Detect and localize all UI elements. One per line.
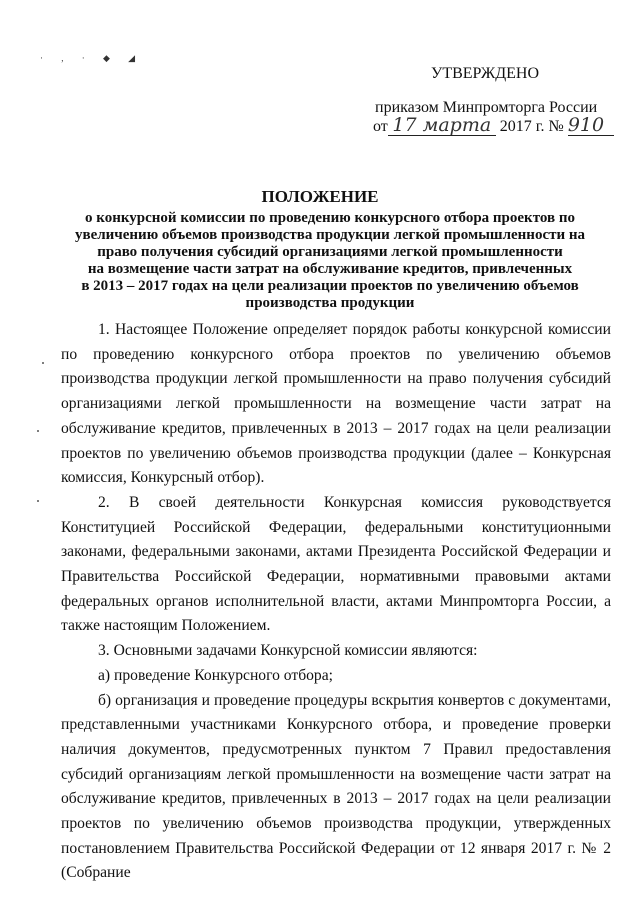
approved-heading: УТВЕРЖДЕНО bbox=[431, 65, 540, 82]
date-prefix: от bbox=[373, 118, 388, 135]
year-text: 2017 г. № bbox=[499, 118, 564, 135]
scan-marks: · , · ◆ ◢ bbox=[40, 53, 144, 63]
paragraph-3a: а) проведение Конкурсного отбора; bbox=[98, 666, 333, 684]
subtitle-line: производства продукции bbox=[245, 295, 415, 311]
paragraph-1: 1. Настоящее Положение определяет порядок работы конкурсной комиссии по проведению конкурсного отбора проектов по увеличению объемов производства продукции легкой промышленности на право получения субсидий организациями легкой промышленности на возмещение части затрат на обслуживание кредитов, привлеченных в 2013 – 2017 годах на цели реализации проектов по увеличению объемов производства продукции (далее – Конкурсная комиссия, Конкурсный отбор). bbox=[61, 321, 611, 487]
subtitle-line: в 2013 – 2017 годах на цели реализации проектов по увеличению объемов bbox=[81, 278, 579, 294]
handwritten-number: 910 bbox=[568, 117, 614, 136]
order-text: приказом Минпромторга России bbox=[375, 99, 598, 116]
subtitle-line: увеличению объемов производства продукции легкой промышленности на bbox=[74, 227, 586, 243]
scan-speck bbox=[37, 430, 39, 432]
subtitle-line: о конкурсной комиссии по проведению конкурсного отбора проектов по bbox=[85, 210, 575, 226]
document-title: ПОЛОЖЕНИЕ bbox=[261, 187, 379, 206]
handwritten-date: 17 марта bbox=[388, 117, 496, 136]
paragraph-3: 3. Основными задачами Конкурсной комиссии являются: bbox=[98, 642, 478, 660]
document-subtitle bbox=[70, 210, 590, 312]
order-date-line bbox=[373, 114, 614, 136]
document-body bbox=[61, 318, 611, 886]
scan-speck bbox=[42, 362, 44, 364]
paragraph-2: 2. В своей деятельности Конкурсная комиссия руководствуется Конституцией Российской Федерации, федеральными конституционными законами, федеральными законами, актами Президента Российской Федерации и Правительства Российской Федерации, нормативными правовыми актами федеральных органов исполнительной власти, актами Минпромторга России, а также настоящим Положением. bbox=[61, 493, 611, 635]
subtitle-line: на возмещение части затрат на обслуживание кредитов, привлеченных bbox=[87, 261, 573, 277]
scan-speck bbox=[37, 500, 39, 502]
subtitle-line: право получения субсидий организациями легкой промышленности bbox=[97, 244, 563, 260]
paragraph-3b: б) организация и проведение процедуры вскрытия конвертов с документами, представленными участниками Конкурсного отбора, и проведение проверки наличия документов, предусмотренных пунктом 7 Правил предоставления субсидий организациям легкой промышленности на возмещение части затрат на обслуживание кредитов, привлеченных в 2013 – 2017 годах на цели реализации проектов по увеличению объемов производства продукции, утвержденных постановлением Правительства Российской Федерации от 12 января 2017 г. № 2 (Собрание bbox=[61, 691, 611, 882]
